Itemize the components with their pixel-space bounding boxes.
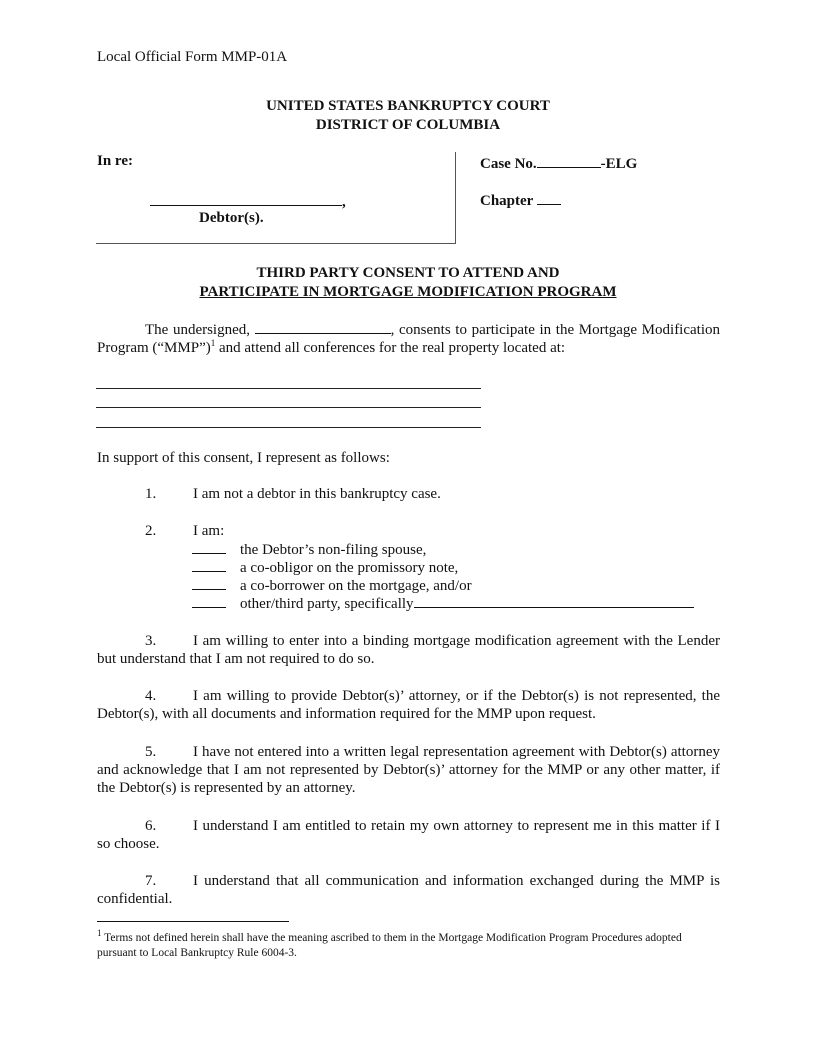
item-text: I am: (193, 523, 225, 539)
item-2 (97, 522, 720, 540)
intro-text-3: and attend all conferences for the real property located at: (215, 340, 566, 356)
item-text: I am not a debtor in this bankruptcy case. (193, 486, 441, 502)
item-5 (97, 743, 720, 797)
option-co-obligor (192, 558, 458, 577)
intro-text-2: , consents to participate in the Mortgage Modification Program (“MMP”) (97, 322, 721, 356)
undersigned-name-blank[interactable] (255, 320, 391, 334)
item-text: I understand I am entitled to retain my own attorney to represent me in this matter if I so choose. (97, 818, 720, 852)
form-identifier: Local Official Form MMP-01A (97, 49, 288, 65)
chapter-field (480, 190, 561, 210)
court-name: UNITED STATES BANKRUPTCY COURT (266, 98, 550, 114)
item-text: I am willing to provide Debtor(s)’ attorney, or if the Debtor(s) is not represented, the Debtor(s), with all documents and information required for the MMP upon request. (97, 688, 720, 722)
item-4 (97, 687, 720, 723)
item-7 (97, 872, 720, 908)
item-6 (97, 817, 720, 853)
option-spouse (192, 540, 426, 559)
item-number: 6. (145, 818, 157, 834)
caption-horizontal-rule (96, 243, 456, 244)
intro-paragraph (97, 320, 720, 357)
footnote-number: 1 (97, 928, 102, 939)
item-text: I have not entered into a written legal representation agreement with Debtor(s) attorney and acknowledge that I am not represented by Debtor(s)’ attorney for the MMP or any other matter, if the Debtor(s) is represented by an attorney. (97, 744, 720, 796)
court-heading (0, 97, 816, 135)
address-line-2[interactable] (96, 407, 481, 408)
footnote-text: Terms not defined herein shall have the meaning ascribed to them in the Mortgage Modification Program Procedures adopted pursuant to Local Bankruptcy Rule 6004-3. (97, 932, 682, 959)
case-number-field (480, 153, 637, 173)
option-checkbox-blank[interactable] (192, 540, 226, 554)
debtor-name-line (150, 191, 346, 211)
debtor-name-blank[interactable] (150, 191, 342, 206)
option-checkbox-blank[interactable] (192, 594, 226, 608)
item-number: 7. (145, 873, 157, 889)
chapter-label: Chapter (480, 193, 534, 209)
option-co-borrower (192, 576, 472, 595)
item-number: 4. (145, 688, 157, 704)
option-label: a co-borrower on the mortgage, and/or (240, 578, 472, 594)
in-re-label: In re: (97, 153, 133, 169)
address-line-3[interactable] (96, 427, 481, 428)
option-other (192, 594, 694, 613)
item-number: 5. (145, 744, 157, 760)
footnote-reference: 1 (210, 338, 216, 348)
case-number-blank[interactable] (537, 153, 601, 168)
option-label: other/third party, specifically (240, 596, 414, 612)
item-1 (97, 485, 720, 503)
address-line-1[interactable] (96, 388, 481, 389)
option-checkbox-blank[interactable] (192, 576, 226, 590)
chapter-blank[interactable] (537, 190, 561, 205)
item-3 (97, 632, 720, 668)
debtor-comma: , (342, 194, 346, 210)
other-specify-blank[interactable] (414, 594, 694, 608)
item-text: I understand that all communication and information exchanged during the MMP is confidential. (97, 873, 720, 907)
item-number: 3. (145, 633, 157, 649)
option-label: the Debtor’s non-filing spouse, (240, 542, 427, 558)
footnote (97, 928, 722, 961)
item-number: 2. (145, 523, 157, 539)
title-line-2: PARTICIPATE IN MORTGAGE MODIFICATION PROGRAM (199, 284, 617, 300)
case-number-label: Case No. (480, 156, 537, 172)
debtor-label: Debtor(s). (199, 210, 264, 226)
court-district: DISTRICT OF COLUMBIA (315, 117, 501, 133)
support-intro: In support of this consent, I represent as follows: (97, 450, 390, 466)
item-number: 1. (145, 486, 157, 502)
option-label: a co-obligor on the promissory note, (240, 560, 459, 576)
document-title (0, 264, 816, 302)
case-number-suffix: -ELG (600, 156, 638, 172)
option-checkbox-blank[interactable] (192, 558, 226, 572)
title-line-1: THIRD PARTY CONSENT TO ATTEND AND (256, 265, 560, 281)
item-text: I am willing to enter into a binding mortgage modification agreement with the Lender but understand that I am not required to do so. (97, 633, 720, 667)
footnote-separator (97, 921, 289, 922)
caption-vertical-rule (455, 152, 456, 244)
intro-text-1: The undersigned, (145, 322, 251, 338)
